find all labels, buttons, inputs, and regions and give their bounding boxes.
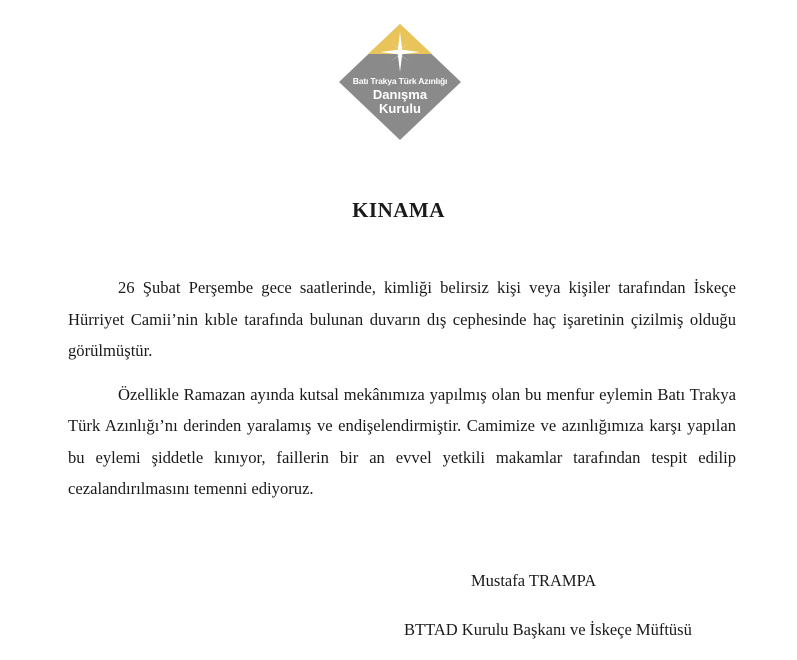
document-body xyxy=(68,272,736,517)
logo-text-line1: Batı Trakya Türk Azınlığı xyxy=(352,76,448,86)
paragraph-2: Özellikle Ramazan ayında kutsal mekânımıza yapılmış olan bu menfur eylemin Batı Trakya Türk Azınlığı’nı derinden yaralamış ve endişelendirmiştir. Camimize ve azınlığımıza karşı yapılan bu eylemi şiddetle kınıyor, faillerin bir an evvel yetkili makamlar tarafından tespit edilip cezalandırılmasını temenni ediyoruz. xyxy=(68,384,736,498)
paragraph-1: 26 Şubat Perşembe gece saatlerinde, kimliği belirsiz kişi veya kişiler tarafından İskeçe Hürriyet Camii’nin kıble tarafında bulunan duvarın dış cephesinde haç işaretinin çizilmiş olduğu görülmüştür. xyxy=(68,278,736,360)
logo-text-line3: Kurulu xyxy=(379,101,421,116)
document-title: KINAMA xyxy=(352,198,445,222)
signatory-name: Mustafa TRAMPA xyxy=(471,571,597,590)
logo-text-line2: Danışma xyxy=(372,87,428,102)
signatory-title: BTTAD Kurulu Başkanı ve İskeçe Müftüsü xyxy=(404,620,692,639)
organization-logo xyxy=(337,22,463,142)
